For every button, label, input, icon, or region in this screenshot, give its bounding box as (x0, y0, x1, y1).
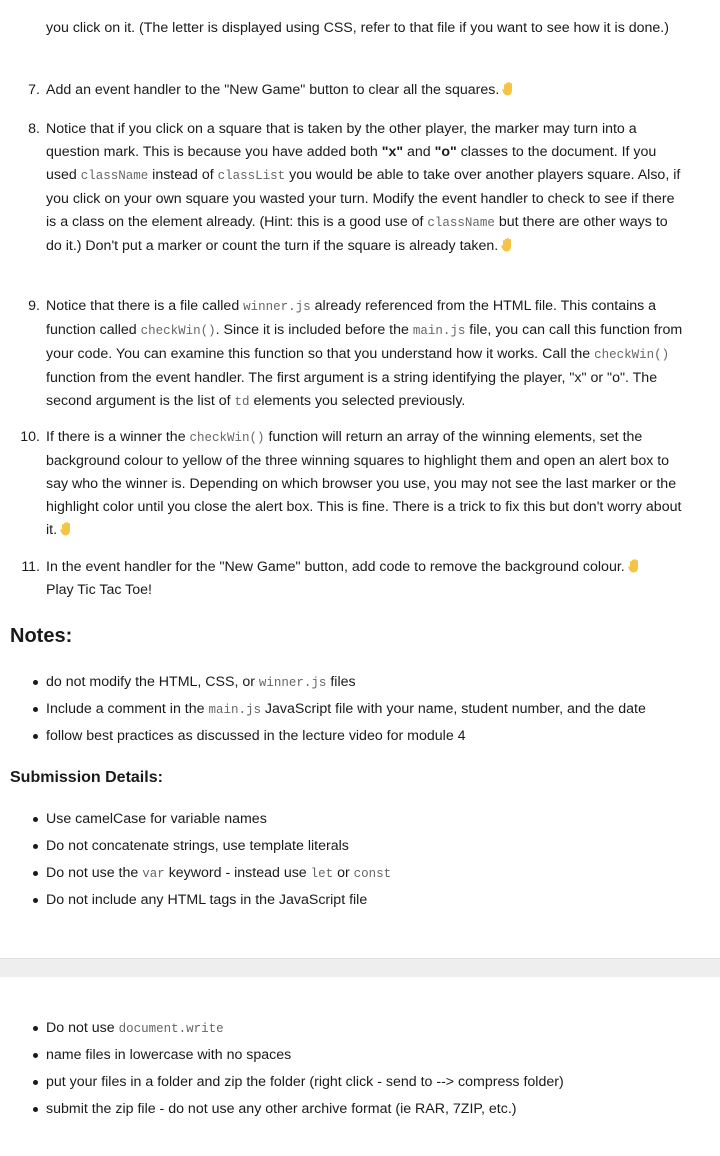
page-break (0, 958, 720, 977)
code-var: var (142, 867, 165, 881)
code-let: let (310, 867, 334, 881)
text-run: Do not use (46, 1020, 119, 1036)
text-run: and (403, 144, 435, 160)
raised-hand-icon (628, 558, 640, 572)
step-number: 9. (28, 298, 40, 314)
text-run: but there are other ways to do it.) Don't put a marker or count the turn if the square is already taken. (46, 214, 668, 254)
text-run: Use camelCase for variable names (46, 811, 267, 827)
submission-list (46, 806, 706, 914)
code-checkwin: checkWin() (140, 324, 216, 338)
code-checkwin: checkWin() (594, 348, 670, 362)
text-run: follow best practices as discussed in the lecture video for module 4 (46, 728, 466, 744)
list-item (46, 1042, 706, 1069)
text-run: put your files in a folder and zip the folder (right click - send to --> compress folder) (46, 1074, 564, 1090)
code-main-js: main.js (208, 703, 261, 717)
code-const: const (353, 867, 392, 881)
play-tic-tac-toe: Play Tic Tac Toe! (46, 582, 152, 598)
text-run: do not modify the HTML, CSS, or (46, 674, 259, 690)
code-td: td (234, 395, 250, 409)
text-run: Include a comment in the (46, 701, 209, 717)
code-winner-js: winner.js (243, 300, 311, 314)
list-item (46, 860, 706, 887)
text-run: JavaScript file with your name, student number, and the date (260, 701, 646, 717)
code-classname: className (80, 169, 149, 183)
step-9 (28, 295, 686, 414)
step-11 (21, 556, 686, 602)
step-text: Add an event handler to the "New Game" button to clear all the squares. (46, 82, 500, 98)
text-run: Notice that there is a file called (46, 298, 244, 314)
text-run: If there is a winner the (46, 429, 190, 445)
notes-list (46, 669, 706, 750)
bold-o: "o" (434, 144, 457, 160)
list-item (46, 723, 706, 750)
text-run: or (333, 865, 354, 881)
text-run: Notice that if you click on a square that is taken by the other player, the marker may turn into a question mark. This is because you have added both (46, 121, 637, 160)
notes-heading: Notes: (10, 625, 73, 647)
text-run: name files in lowercase with no spaces (46, 1047, 292, 1063)
text-run: Do not include any HTML tags in the JavaScript file (46, 892, 368, 908)
list-item (46, 833, 706, 860)
text-run: elements you selected previously. (249, 393, 466, 409)
text-run: submit the zip file - do not use any other archive format (ie RAR, 7ZIP, etc.) (46, 1101, 517, 1117)
step-number: 8. (28, 121, 40, 137)
list-item (46, 887, 706, 914)
text-run: function will return an array of the winning elements, set the background colour to yellow of the three winning squares to highlight them and open an alert box to say who the winner is. Depending on which browser you use, you may not see the last marker or the highlight color until you close the alert box. This is fine. There is a trick to fix this but don't worry about it. (46, 429, 682, 538)
code-main-js: main.js (412, 324, 466, 338)
text-run: classes to the document. If you used (46, 144, 657, 183)
text-run: you would be able to take over another players square. Also, if you click on your own square you wasted your turn. Modify the event handler to check to see if there is a class on the element already. (Hint: this is a good use of (46, 167, 681, 230)
list-item (46, 1015, 706, 1042)
text-run: already referenced from the HTML file. This contains a function called (46, 298, 657, 338)
step-10 (20, 426, 686, 542)
text-run: Do not use the (46, 865, 143, 881)
submission-heading: Submission Details: (10, 769, 163, 786)
step-number: 10. (20, 429, 40, 445)
text-run: instead of (148, 167, 218, 183)
code-winner-js: winner.js (258, 676, 327, 690)
list-item (46, 696, 706, 723)
text-run: keyword - instead use (164, 865, 311, 881)
text-run: . Since it is included before the (215, 322, 413, 338)
text-run: file, you can call this function from your code. You can examine this function so that you understand how it works. Call the (46, 322, 683, 362)
raised-hand-icon (502, 81, 514, 95)
continued-paragraph: you click on it. (The letter is displayed using CSS, refer to that file if you want to see how it is done.) (46, 20, 669, 36)
list-item (46, 669, 706, 696)
raised-hand-icon (60, 521, 72, 535)
code-document-write: document.write (118, 1022, 224, 1036)
step-7 (28, 79, 686, 102)
step-number: 11. (21, 559, 40, 575)
text-run: files (326, 674, 356, 690)
list-item (46, 1096, 706, 1123)
step-8 (28, 118, 686, 258)
list-item (46, 1069, 706, 1096)
code-classname: className (427, 216, 495, 230)
list-item (46, 806, 706, 833)
code-checkwin: checkWin() (189, 431, 265, 445)
text-run: function from the event handler. The first argument is a string identifying the player, "x" or "o". The second argument is the list of (46, 370, 658, 409)
bold-x: "x" (381, 144, 404, 160)
code-classlist: classList (217, 169, 286, 183)
submission-list-continued (46, 1015, 706, 1123)
text-run: In the event handler for the "New Game" button, add code to remove the background colour. (46, 559, 625, 575)
text-run: Do not concatenate strings, use template literals (46, 838, 349, 854)
step-number: 7. (28, 82, 40, 98)
raised-hand-icon (501, 237, 513, 251)
